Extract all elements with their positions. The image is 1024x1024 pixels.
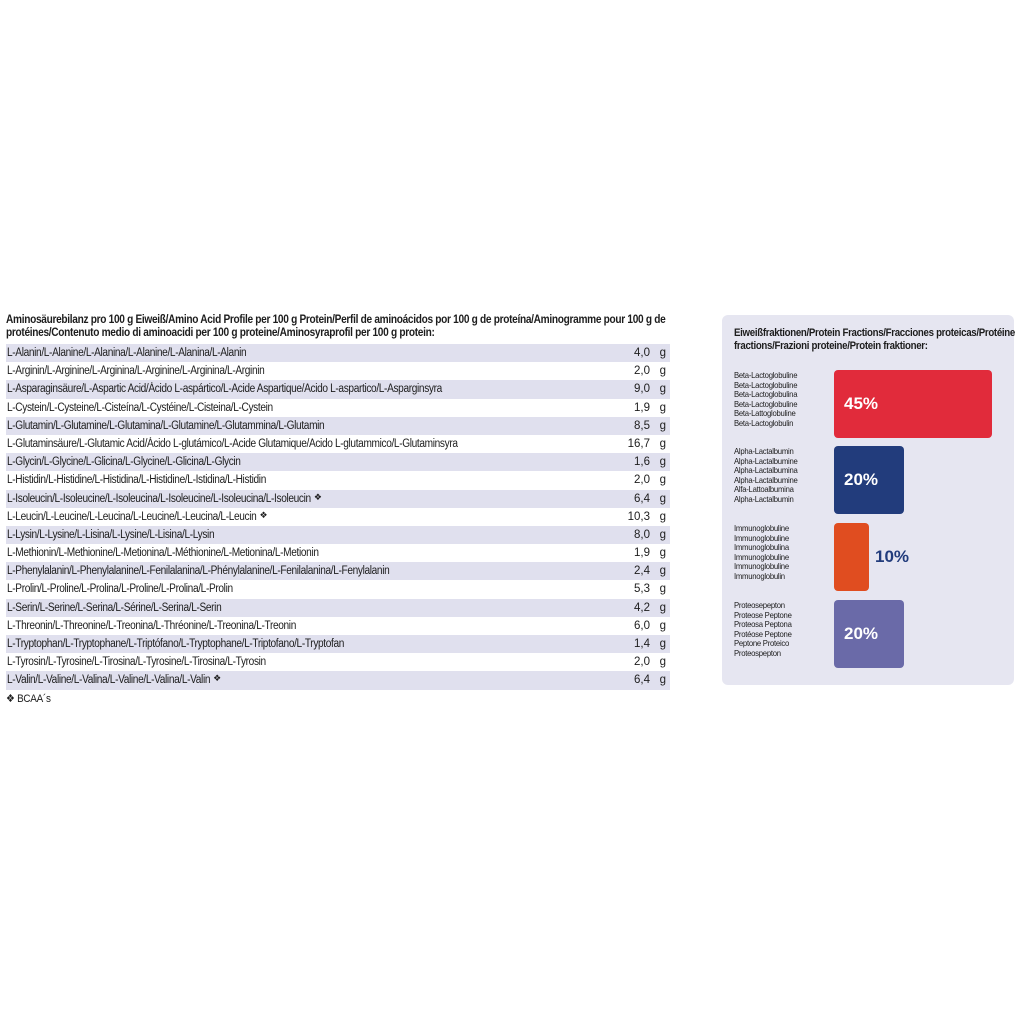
fraction-label-line: Immunoglobulin — [734, 570, 785, 581]
table-row — [6, 653, 670, 671]
bcaa-icon: ❖ — [213, 673, 222, 684]
amino-acid-name: L-Asparaginsäure/L-Aspartic Acid/Ácido L-aspártico/L-Acide Aspartique/Acido L-aspartico/L-Asparginsyra — [7, 383, 442, 396]
fraction-label-line: Proteose Peptone — [734, 609, 792, 620]
table-row — [6, 417, 670, 435]
table-row — [6, 508, 670, 526]
amino-acid-unit: g — [659, 601, 666, 614]
amino-acid-name: L-Arginin/L-Arginine/L-Arginina/L-Arginine/L-Arginina/L-Arginin — [7, 365, 265, 378]
amino-acid-value: 1,9 — [634, 401, 650, 414]
amino-acid-unit: g — [659, 383, 666, 396]
amino-acid-name: L-Methionin/L-Methionine/L-Metionina/L-Méthionine/L-Metionina/L-Metionin — [7, 547, 319, 560]
amino-acid-table — [6, 344, 670, 690]
fraction-label-line: Beta-Lactoglobulina — [734, 389, 798, 400]
bcaa-icon: ❖ — [313, 491, 322, 502]
amino-acid-value: 10,3 — [627, 510, 650, 523]
table-row — [6, 562, 670, 580]
table-row — [6, 362, 670, 380]
amino-acid-unit: g — [659, 656, 666, 669]
table-row — [6, 435, 670, 453]
fraction-label-line: Proteospepton — [734, 647, 781, 658]
amino-acid-name: L-Prolin/L-Proline/L-Prolina/L-Proline/L-Prolina/L-Prolin — [7, 583, 233, 596]
amino-acid-value: 2,0 — [634, 365, 650, 378]
amino-acid-value: 1,4 — [634, 638, 650, 650]
amino-acid-profile — [6, 314, 670, 705]
fraction-labels — [734, 524, 789, 582]
amino-acid-unit: g — [659, 674, 666, 687]
fraction-labels — [734, 601, 792, 659]
amino-acid-name: L-Phenylalanin/L-Phenylalanine/L-Fenilalanina/L-Phénylalanine/L-Fenilalanina/L-Fenylalanin — [7, 565, 390, 578]
amino-acid-unit: g — [659, 492, 666, 505]
amino-acid-value: 4,0 — [634, 347, 650, 359]
fraction-label-line: Beta-Lattoglobuline — [734, 408, 796, 419]
fraction-label-line: Immunoglobuline — [734, 561, 789, 572]
fraction-labels — [734, 447, 798, 505]
bcaa-icon: ❖ — [259, 509, 268, 520]
amino-acid-unit: g — [659, 547, 666, 560]
table-row — [6, 544, 670, 562]
table-row — [6, 671, 670, 689]
fraction-bar — [834, 523, 869, 591]
protein-fractions-panel — [722, 315, 1014, 685]
amino-acid-value: 9,0 — [634, 383, 650, 396]
amino-acid-unit: g — [659, 638, 666, 650]
fraction-label-line: Beta-Lactoglobuline — [734, 379, 798, 390]
table-row — [6, 344, 670, 362]
fraction-label-line: Alpha-Lactalbumine — [734, 455, 798, 466]
amino-acid-name: L-Serin/L-Serine/L-Serina/L-Sérine/L-Serina/L-Serin — [7, 601, 222, 614]
amino-acid-unit: g — [659, 401, 666, 414]
amino-acid-unit: g — [659, 347, 666, 359]
amino-acid-unit: g — [659, 419, 666, 432]
table-row — [6, 599, 670, 617]
fraction-label-line: Proteosepepton — [734, 600, 785, 610]
amino-acid-unit: g — [659, 583, 666, 596]
amino-acid-title: Aminosäurebilanz pro 100 g Eiweiß/Amino Acid Profile per 100 g Protein/Perfil de aminoácidos por 100 g de proteína/Aminogramme pour 100 g de protéines/Contenuto medio di aminoacidi per 100 g proteine/Aminosyraprofil per 100 g protein: — [6, 314, 666, 339]
amino-acid-name: L-Glycin/L-Glycine/L-Glicina/L-Glycine/L-Glicina/L-Glycin — [7, 456, 241, 469]
amino-acid-value: 2,0 — [634, 474, 650, 487]
bcaa-footnote: ❖ BCAA´s — [6, 692, 51, 705]
amino-acid-unit: g — [659, 474, 666, 487]
amino-acid-value: 6,4 — [634, 674, 650, 687]
amino-acid-unit: g — [659, 619, 666, 632]
fraction-label-line: Alpha-Lactalbumina — [734, 465, 798, 476]
amino-acid-name: L-Tryptophan/L-Tryptophane/L-Triptófano/L-Tryptophane/L-Triptofano/L-Tryptofan — [7, 638, 345, 650]
table-row — [6, 580, 670, 598]
amino-acid-value: 2,4 — [634, 565, 650, 578]
amino-acid-value: 8,5 — [634, 419, 650, 432]
fraction-labels — [734, 371, 797, 429]
amino-acid-name: L-Lysin/L-Lysine/L-Lisina/L-Lysine/L-Lisina/L-Lysin — [7, 528, 215, 541]
amino-acid-name: L-Histidin/L-Histidine/L-Histidina/L-Histidine/L-Istidina/L-Histidin — [7, 474, 266, 487]
fraction-percent: 20% — [844, 624, 879, 643]
amino-acid-name: L-Glutamin/L-Glutamine/L-Glutamina/L-Glutamine/L-Glutammina/L-Glutamin — [7, 419, 325, 432]
amino-acid-name: L-Cystein/L-Cysteine/L-Cisteína/L-Cystéine/L-Cisteina/L-Cystein — [7, 401, 273, 414]
table-row — [6, 399, 670, 417]
fraction-label-line: Immunoglobuline — [734, 532, 789, 543]
amino-acid-value: 2,0 — [634, 656, 650, 669]
amino-acid-value: 1,9 — [634, 547, 650, 560]
amino-acid-value: 16,7 — [627, 437, 650, 450]
protein-fractions-title: Eiweißfraktionen/Protein Fractions/Fracciones proteicas/Protéine fractions/Frazioni proteine/Protein fraktioner: — [734, 327, 1015, 352]
table-row — [6, 635, 670, 653]
amino-acid-value: 6,4 — [634, 492, 650, 505]
amino-acid-unit: g — [659, 365, 666, 378]
fraction-percent: 20% — [844, 470, 879, 489]
fraction-label-line: Peptone Proteico — [734, 638, 790, 649]
fraction-label-line: Proteosa Peptona — [734, 619, 792, 630]
amino-acid-unit: g — [659, 456, 666, 469]
amino-acid-unit: g — [659, 510, 666, 523]
fraction-label-line: Alpha-Lactalbumin — [734, 493, 794, 504]
table-row — [6, 380, 670, 398]
amino-acid-name: L-Alanin/L-Alanine/L-Alanina/L-Alanine/L-Alanina/L-Alanin — [7, 347, 247, 359]
table-row — [6, 617, 670, 635]
fraction-label-line: Beta-Lactoglobulin — [734, 417, 794, 428]
fraction-label-line: Immunoglobuline — [734, 523, 789, 533]
amino-acid-unit: g — [659, 565, 666, 578]
amino-acid-name: L-Threonin/L-Threonine/L-Treonina/L-Thréonine/L-Treonina/L-Treonin — [7, 619, 296, 632]
amino-acid-value: 1,6 — [634, 456, 650, 469]
amino-acid-unit: g — [659, 437, 666, 450]
fraction-label-line: Beta-Lactoglobuline — [734, 370, 798, 380]
fraction-label-line: Beta-Lactoglobuline — [734, 398, 798, 409]
amino-acid-value: 8,0 — [634, 528, 650, 541]
amino-acid-name: L-Glutaminsäure/L-Glutamic Acid/Ácido L-glutámico/L-Acide Glutamique/Acido L-glutammico/L-Glutaminsyra — [7, 437, 458, 450]
amino-acid-name: L-Leucin/L-Leucine/L-Leucina/L-Leucine/L-Leucina/L-Leucin — [7, 510, 257, 523]
table-row — [6, 453, 670, 471]
fraction-percent: 45% — [844, 394, 879, 413]
amino-acid-value: 5,3 — [634, 583, 650, 596]
amino-acid-name: L-Isoleucin/L-Isoleucine/L-Isoleucina/L-Isoleucine/L-Isoleucina/L-Isoleucin — [7, 492, 311, 505]
table-row — [6, 526, 670, 544]
amino-acid-name: L-Valin/L-Valine/L-Valina/L-Valine/L-Valina/L-Valin — [7, 674, 211, 687]
amino-acid-value: 6,0 — [634, 619, 650, 632]
fraction-label-line: Alfa-Lattoalbumina — [734, 484, 794, 495]
fraction-label-line: Immunoglobuline — [734, 551, 789, 562]
amino-acid-name: L-Tyrosin/L-Tyrosine/L-Tirosina/L-Tyrosine/L-Tirosina/L-Tyrosin — [7, 656, 266, 669]
fraction-label-line: Alpha-Lactalbumin — [734, 446, 794, 456]
fraction-percent: 10% — [875, 547, 910, 566]
amino-acid-value: 4,2 — [634, 601, 650, 614]
fraction-label-line: Alpha-Lactalbumine — [734, 474, 798, 485]
fraction-label-line: Protéose Peptone — [734, 628, 792, 639]
amino-acid-unit: g — [659, 528, 666, 541]
table-row — [6, 471, 670, 489]
table-row — [6, 490, 670, 508]
fraction-label-line: Immunoglobulina — [734, 542, 789, 553]
